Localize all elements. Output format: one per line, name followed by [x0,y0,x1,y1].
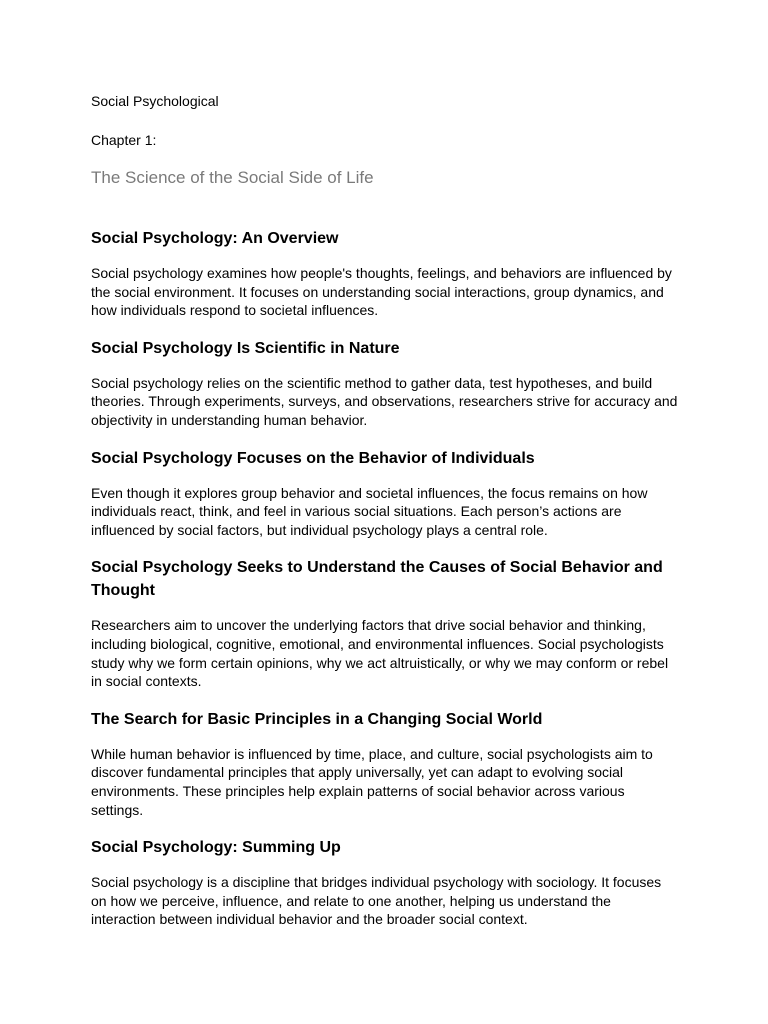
chapter-title: The Science of the Social Side of Life [91,168,374,187]
section-causes-of-behavior [91,556,678,690]
section-body: Social psychology is a discipline that bridges individual psychology with sociology. It focuses on how we perceive, influence, and relate to one another, helping us understand the interaction between individual behavior and the broader social context. [91,874,662,928]
section-body: Even though it explores group behavior and societal influences, the focus remains on how individuals react, think, and feel in various social situations. Each person’s actions are influenced by social factors, but individual psychology plays a central role. [91,484,648,538]
section-summing-up [91,836,678,929]
section-heading: Social Psychology Seeks to Understand the Causes of Social Behavior and Thought [91,559,663,600]
section-overview [91,227,678,320]
section-heading: Social Psychology: Summing Up [91,839,341,857]
document-title: Social Psychological [91,93,219,109]
chapter-label: Chapter 1: [91,132,157,148]
section-heading: Social Psychology: An Overview [91,230,339,247]
section-heading: Social Psychology Is Scientific in Nature [91,339,400,357]
section-body: Social psychology relies on the scientific method to gather data, test hypotheses, and build theories. Through experiments, surveys, and observations, researchers strive for accuracy and objectivity in understanding human behavior. [91,374,678,428]
section-body: While human behavior is influenced by time, place, and culture, social psychologists aim to discover fundamental principles that apply universally, yet can adapt to evolving social environments. These principles help explain patterns of social behavior across various settings. [91,745,653,818]
section-scientific-nature [91,337,678,430]
section-behavior-of-individuals [91,447,678,540]
section-heading: The Search for Basic Principles in a Changing Social World [91,710,543,728]
section-body: Researchers aim to uncover the underlying factors that drive social behavior and thinking, including biological, cognitive, emotional, and environmental influences. Social psychologists study why we form certain opinions, why we act altruistically, or why we may conform or rebel in social contexts. [91,617,669,690]
section-basic-principles [91,708,678,819]
section-heading: Social Psychology Focuses on the Behavior of Individuals [91,449,535,467]
section-body: Social psychology examines how people's thoughts, feelings, and behaviors are influenced by the social environment. It focuses on understanding social interactions, group dynamics, and how individuals respond to societal influences. [91,265,672,319]
